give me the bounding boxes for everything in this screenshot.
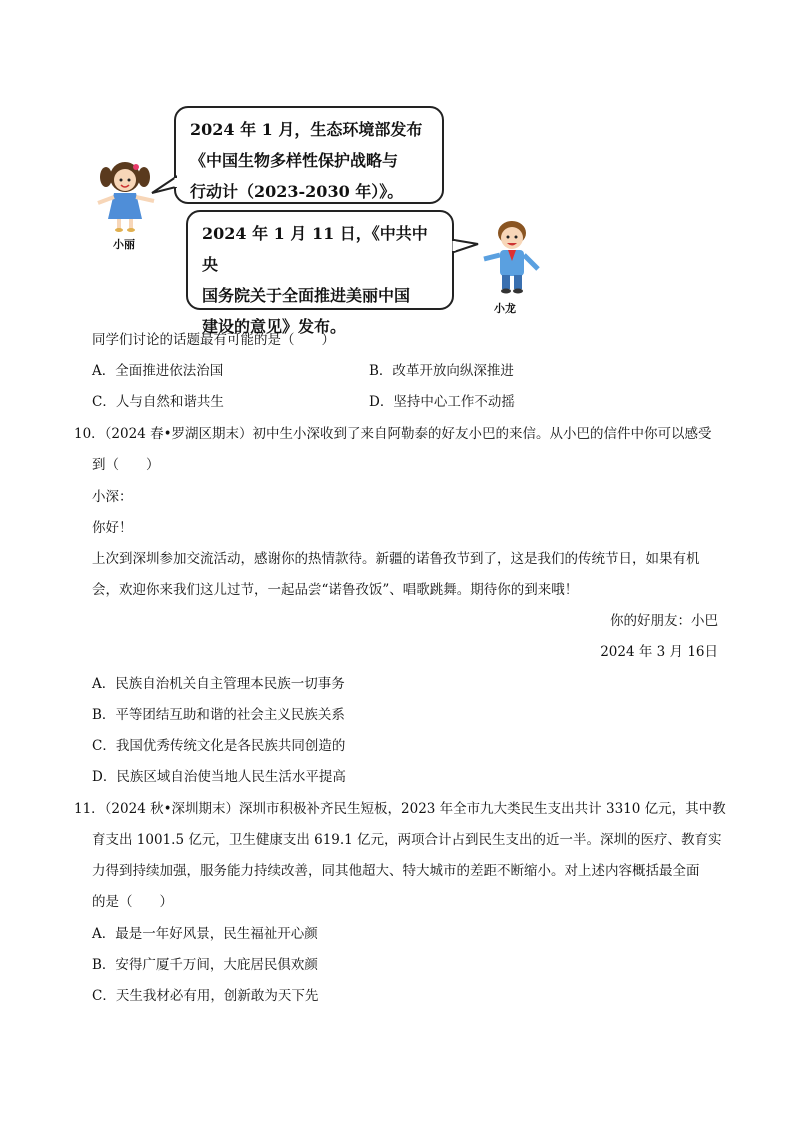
bubble-left-line-3: 行动计（2023-2030 年）》。 xyxy=(190,182,404,201)
q11-stem-line-4: 的是（ ） xyxy=(92,894,173,910)
q10-letter-date: 2024 年 3 月 16日 xyxy=(600,644,718,660)
speech-bubble-right xyxy=(186,210,454,336)
q11-option-a: A．最是一年好风景，民生福祉开心颜 xyxy=(92,926,318,942)
q9-stem: 同学们讨论的话题最有可能的是（ ） xyxy=(92,332,335,348)
q11-option-c: C．天生我材必有用，创新敢为天下先 xyxy=(92,988,319,1004)
q10-stem-line-2: 到（ ） xyxy=(92,457,160,473)
bubble-right-tail xyxy=(450,236,480,260)
q9-option-c: C．人与自然和谐共生 xyxy=(92,394,224,410)
bubble-right-line-2: 国务院关于全面推进美丽中国 xyxy=(202,286,411,305)
q11-stem-line-2: 育支出 1001.5 亿元，卫生健康支出 619.1 亿元，两项合计占到民生支出的近一半。深圳的医疗、教育实 xyxy=(92,832,722,848)
bubble-left-line-2: 《中国生物多样性保护战略与 xyxy=(190,151,399,170)
q10-option-c: C．我国优秀传统文化是各民族共同创造的 xyxy=(92,738,346,754)
q9-option-d: D．坚持中心工作不动摇 xyxy=(369,394,515,410)
q10-option-a: A．民族自治机关自主管理本民族一切事务 xyxy=(92,676,345,692)
bubble-left-line-1: 2024 年 1 月，生态环境部发布 xyxy=(190,120,423,139)
q11-stem-line-3: 力得到持续加强，服务能力持续改善，同其他超大、特大城市的差距不断缩小。对上述内容概括最全面 xyxy=(92,863,700,879)
q10-letter-body-line-2: 会，欢迎你来我们这儿过节，一起品尝“诺鲁孜饭”、唱歌跳舞。期待你的到来哦！ xyxy=(92,582,579,598)
q10-letter-body-line-1: 上次到深圳参加交流活动，感谢你的热情款待。新疆的诺鲁孜节到了，这是我们的传统节日，如果有机 xyxy=(92,551,700,567)
q10-stem-line-1: 10．（2024 春•罗湖区期末）初中生小深收到了来自阿勒泰的好友小巴的来信。从小巴的信件中你可以感受 xyxy=(74,426,712,442)
q10-option-d: D．民族区域自治使当地人民生活水平提高 xyxy=(92,769,346,785)
girl-cartoon-icon xyxy=(90,155,160,233)
bubble-right-line-1: 2024 年 1 月 11 日，《中共中央 xyxy=(202,224,428,274)
speech-bubble-left xyxy=(174,106,444,204)
q11-stem-line-1: 11．（2024 秋•深圳期末）深圳市积极补齐民生短板，2023 年全市九大类民生支出共计 3310 亿元，其中教 xyxy=(74,801,726,817)
q10-letter-greeting: 你好！ xyxy=(92,520,133,536)
q10-option-b: B．平等团结互助和谐的社会主义民族关系 xyxy=(92,707,345,723)
boy-cartoon-icon xyxy=(480,215,544,297)
q10-letter-salutation: 小深： xyxy=(92,489,133,505)
q11-option-b: B．安得广厦千万间，大庇居民俱欢颜 xyxy=(92,957,318,973)
q9-option-a: A．全面推进依法治国 xyxy=(92,363,224,379)
boy-label: 小龙 xyxy=(494,302,516,315)
girl-label: 小丽 xyxy=(113,238,135,251)
bubble-right-line-3: 建设的意见》发布。 xyxy=(202,317,347,336)
q10-letter-signature: 你的好朋友：小巴 xyxy=(610,613,718,629)
q9-option-b: B．改革开放向纵深推进 xyxy=(369,363,514,379)
